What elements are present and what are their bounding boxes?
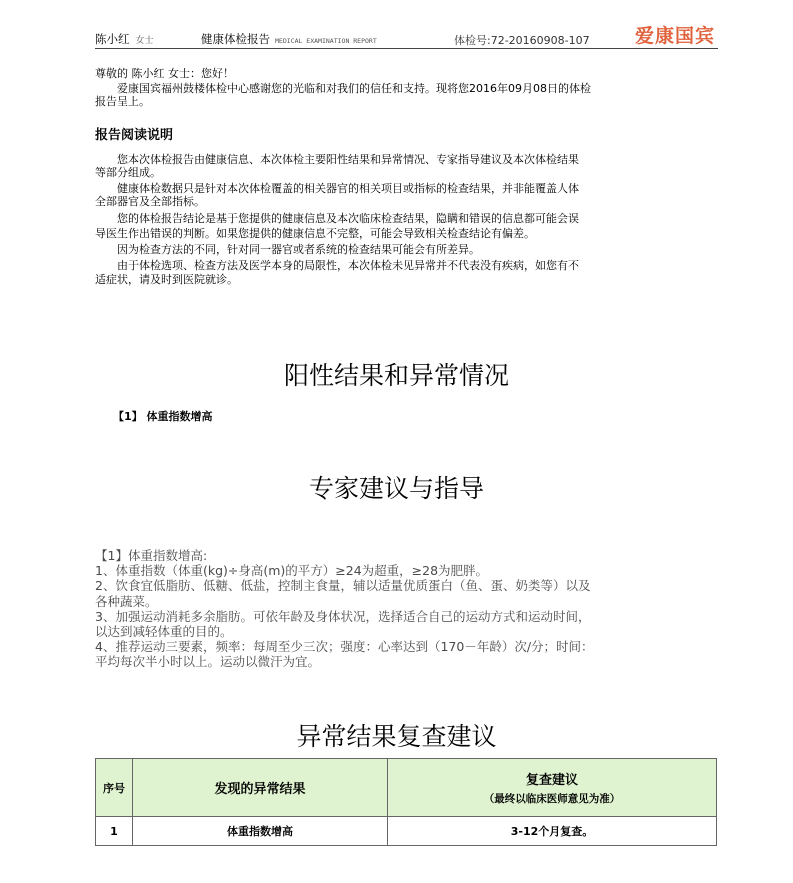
greeting-line: 爱康国宾福州鼓楼体检中心感谢您的光临和对我们的信任和支持。现将您2016年09月08日的体检 [117, 82, 591, 95]
reading-note-line: 您本次体检报告由健康信息、本次体检主要阳性结果和异常情况、专家指导建议及本次体检结果 [117, 153, 579, 166]
report-title [201, 31, 377, 47]
positive-result-item: 【1】 体重指数增高 [113, 410, 213, 423]
greeting-line: 报告呈上。 [95, 95, 150, 108]
patient-name [95, 31, 154, 47]
expert-advice-title: 专家建议与指导 [308, 474, 484, 503]
advice-line: 各种蔬菜。 [95, 593, 158, 609]
col-advice-label: 复查建议 [525, 773, 578, 788]
table-row [96, 817, 717, 846]
reading-note-line: 导医生作出错误的判断。如果您提供的健康信息不完整，可能会导致相关检查结论有偏差。 [95, 227, 535, 240]
recheck-table [95, 758, 717, 846]
expert-advice-body [95, 548, 594, 670]
report-title-text: 健康体检报告 [201, 32, 270, 46]
reading-note-line: 您的体检报告结论是基于您提供的健康信息及本次临床检查结果，隐瞒和错误的信息都可能会误 [117, 212, 579, 225]
col-advice-note: （最终以临床医师意见为准） [483, 793, 621, 805]
reading-note-line: 健康体检数据只是针对本次体检覆盖的相关器官的相关项目或指标的检查结果，并非能覆盖人体 [117, 182, 579, 195]
patient-gender: 女士 [135, 36, 154, 46]
report-title-en: MEDICAL EXAMINATION REPORT [275, 37, 377, 45]
reading-note-line: 全部器官及全部指标。 [95, 195, 205, 208]
reading-note-line: 等部分组成。 [95, 166, 161, 179]
report-number: 体检号:72-20160908-107 [454, 34, 590, 47]
brand-logo: 爱康国宾 [634, 25, 715, 47]
row-advice: 3-12个月复查。 [388, 817, 717, 846]
advice-line: 3、加强运动消耗多余脂肪。可依年龄及身体状况，选择适合自己的运动方式和运动时间， [95, 608, 591, 624]
row-finding: 体重指数增高 [133, 817, 388, 846]
greeting-salutation: 尊敬的 陈小红 女士：您好！ [95, 67, 234, 80]
reading-note-line: 适症状，请及时到医院就诊。 [95, 273, 238, 286]
page-header [95, 22, 718, 49]
advice-line: 以达到减轻体重的目的。 [95, 624, 233, 640]
recheck-table-header [96, 759, 717, 817]
col-advice [388, 759, 717, 817]
advice-line: 2、饮食宜低脂肪、低糖、低盐，控制主食量，辅以适量优质蛋白（鱼、蛋、奶类等）以及 [95, 578, 591, 594]
patient-name-text: 陈小红 [95, 32, 130, 46]
col-finding-label: 发现的异常结果 [214, 782, 306, 797]
advice-line: 1、体重指数（体重(kg)÷身高(m)的平方）≥24为超重，≥28为肥胖。 [95, 563, 489, 579]
reading-note-line: 因为检查方法的不同，针对同一器官或者系统的检查结果可能会有所差异。 [117, 243, 480, 256]
recheck-title: 异常结果复查建议 [296, 722, 497, 751]
col-finding [133, 759, 388, 817]
row-no: 1 [96, 817, 133, 846]
reading-notes-title: 报告阅读说明 [95, 128, 174, 143]
advice-line: 平均每次半小时以上。运动以微汗为宜。 [95, 654, 321, 670]
positive-results-title: 阳性结果和异常情况 [283, 361, 509, 390]
col-no: 序号 [96, 759, 133, 817]
reading-note-line: 由于体检选项、检查方法及医学本身的局限性，本次体检未见异常并不代表没有疾病，如您有不 [117, 259, 579, 272]
advice-line: 【1】体重指数增高: [95, 548, 208, 563]
advice-line: 4、推荐运动三要素，频率：每周至少三次；强度：心率达到（170－年龄）次/分；时间： [95, 639, 594, 655]
